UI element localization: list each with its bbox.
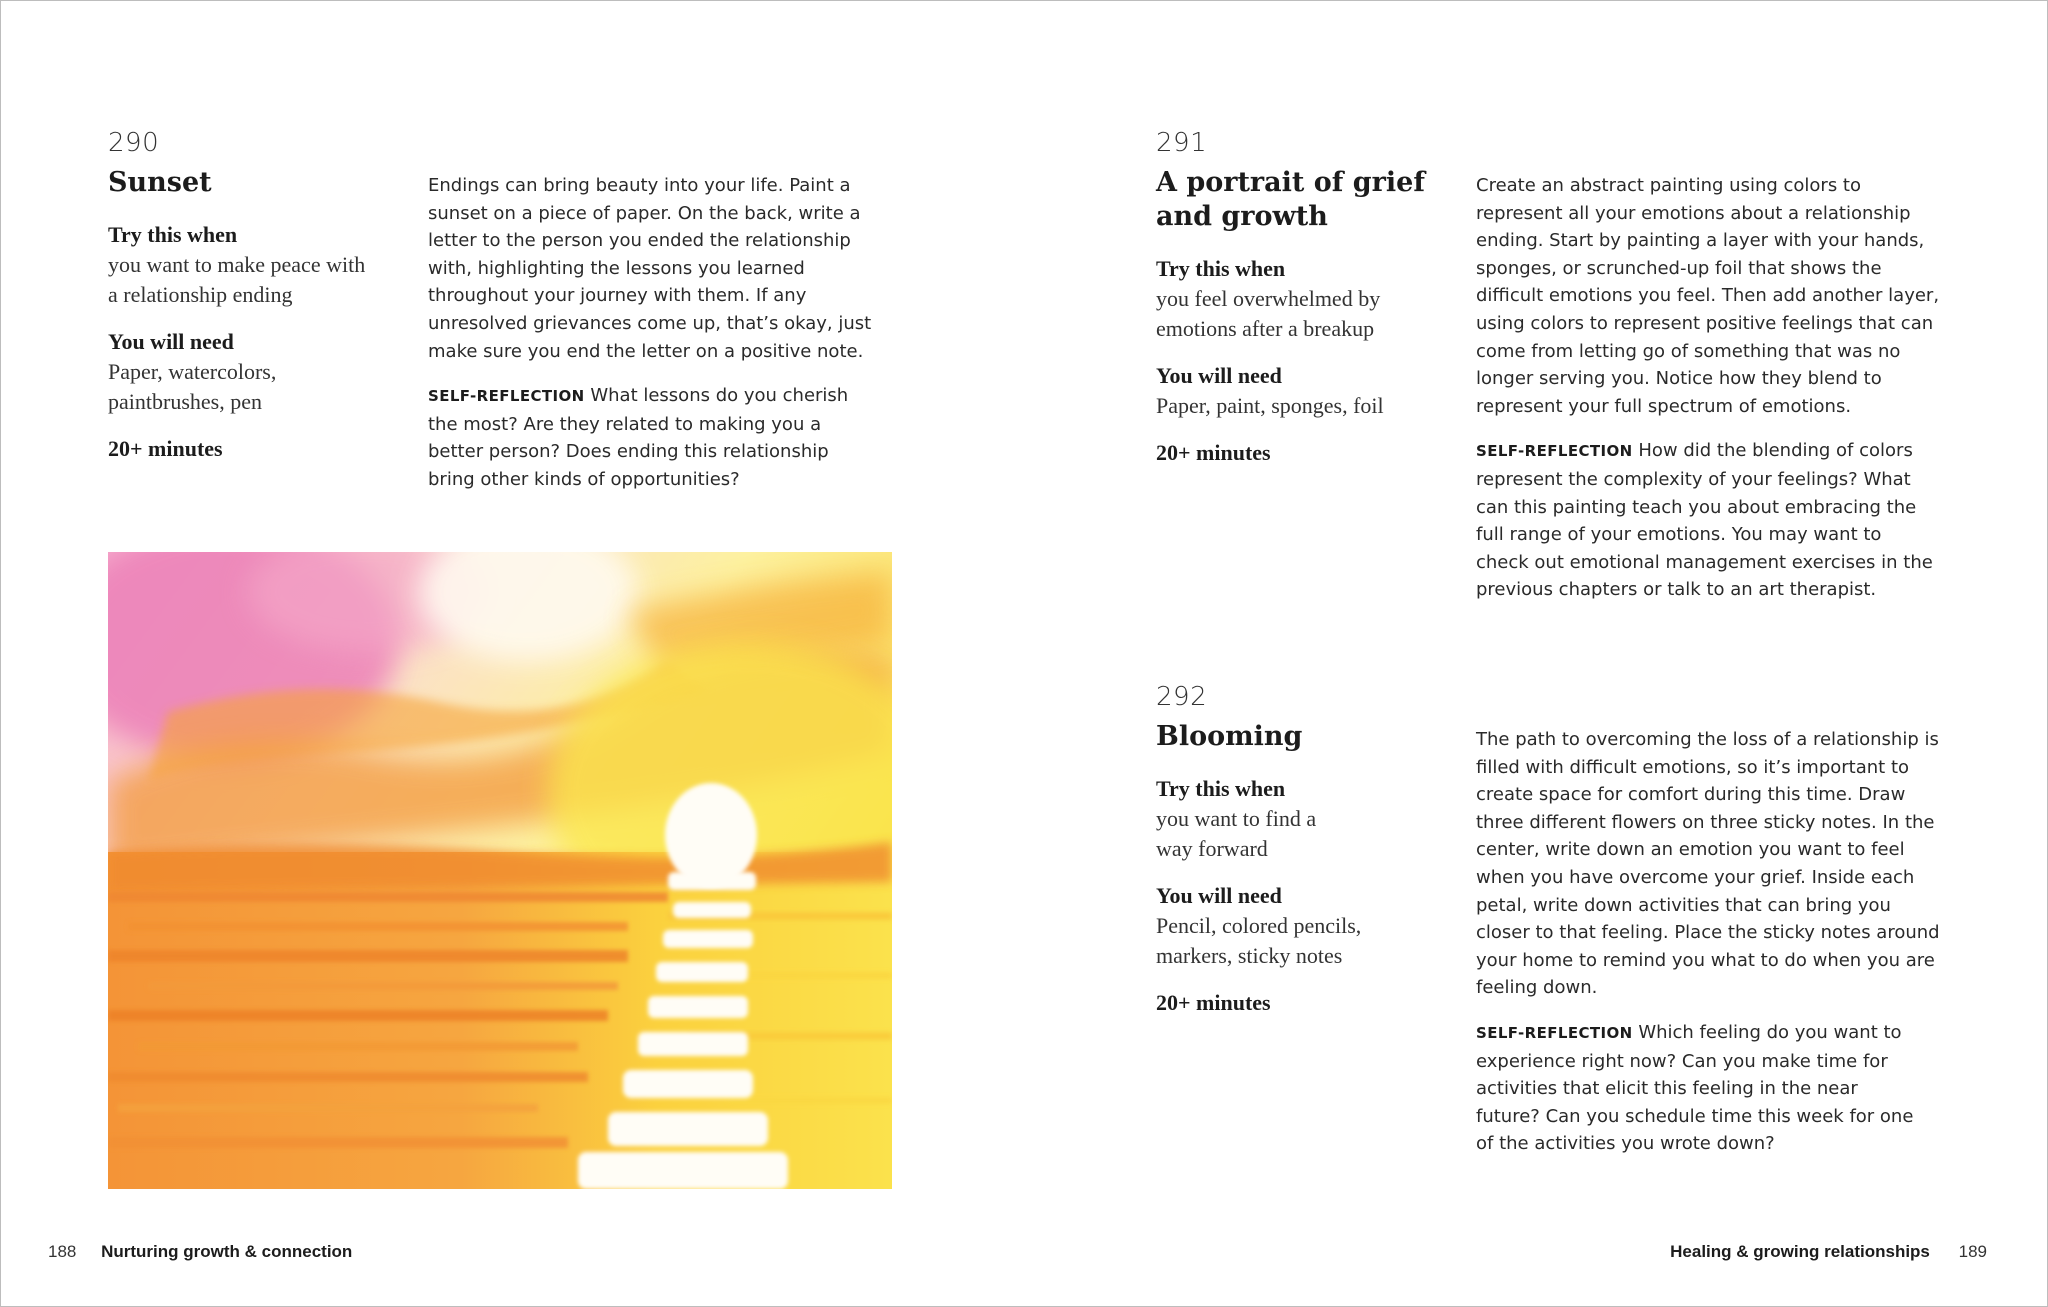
duration: 20+ minutes	[1156, 990, 1271, 1015]
left-page-number: 188	[48, 1242, 77, 1261]
activity-number: 290	[108, 128, 160, 158]
sunset-painting	[108, 552, 892, 1189]
activity-description-block	[428, 172, 898, 494]
duration: 20+ minutes	[108, 436, 223, 461]
self-reflection	[428, 382, 868, 493]
try-label: Try this when	[1156, 256, 1286, 281]
duration-block	[1156, 988, 1426, 1018]
activity-number: 291	[1156, 128, 1208, 158]
need-label: You will need	[1156, 883, 1282, 908]
need-text: Paper, paint, sponges, foil	[1156, 393, 1384, 418]
activity-number: 292	[1156, 682, 1208, 712]
need-block	[108, 327, 378, 417]
need-label: You will need	[1156, 363, 1282, 388]
activity-description: Endings can bring beauty into your life. Paint a sunset on a piece of paper. On the back, write a letter to the person you ended the relationship with, highlighting the lessons you learned throughout your journey with them. If any unresolved grievances come up, that’s okay, just make sure you end the letter on a positive note.	[428, 175, 872, 362]
self-reflection-label: SELF-REFLECTION	[1476, 1023, 1633, 1042]
self-reflection-text: What lessons do you cherish the most? Are they related to making you a better person? Does ending this relationship bring other kinds of opportunities?	[428, 385, 849, 490]
self-reflection-text: How did the blending of colors represent the complexity of your feelings? What can this painting teach you about embracing the full range of your emotions. You may want to check out emotional management exercises in the previous chapters or talk to an art therapist.	[1476, 440, 1933, 601]
left-section-title: Nurturing growth & connection	[101, 1242, 353, 1261]
need-block	[1156, 881, 1426, 971]
activity-title: Sunset	[108, 167, 212, 198]
need-block	[1156, 361, 1426, 421]
activity-description: Create an abstract painting using colors to represent all your emotions about a relationship ending. Start by painting a layer with your hands, sponges, or scrunched-up foil that shows the difficult emotions you feel. Then add another layer, using colors to represent positive feelings that can come from letting go of something that was no longer serving you. Notice how they blend to represent your full spectrum of emotions.	[1476, 175, 1940, 417]
try-text: you feel overwhelmed by emotions after a breakup	[1156, 286, 1381, 341]
activity-title: A portrait of grief and growth	[1156, 167, 1425, 232]
need-text: Pencil, colored pencils, markers, sticky notes	[1156, 913, 1362, 968]
activity-title: Blooming	[1156, 721, 1303, 752]
duration: 20+ minutes	[1156, 440, 1271, 465]
self-reflection	[1476, 1019, 1916, 1158]
try-text: you want to make peace with a relationship ending	[108, 252, 366, 307]
self-reflection-text: Which feeling do you want to experience right now? Can you make time for activities that elicit this feeling in the near future? Can you schedule time this week for one of the activities you wrote down?	[1476, 1021, 1914, 1155]
activity-description-block	[1476, 172, 1946, 604]
duration-block	[1156, 438, 1426, 468]
try-label: Try this when	[108, 222, 238, 247]
left-footer	[48, 1242, 352, 1262]
activity-description: The path to overcoming the loss of a relationship is filled with difficult emotions, so it’s important to create space for comfort during this time. Draw three different flowers on three sticky notes. In the center, write down an emotion you want to feel when you have overcome your grief. Inside each petal, write down activities that can bring you closer to that feeling. Place the sticky notes around your home to remind you what to do when you are feeling down.	[1476, 729, 1940, 999]
right-section-title: Healing & growing relationships	[1670, 1242, 1930, 1261]
self-reflection-label: SELF-REFLECTION	[1476, 442, 1633, 461]
duration-block	[108, 434, 378, 464]
need-text: Paper, watercolors, paintbrushes, pen	[108, 359, 277, 414]
activity-description-block	[1476, 726, 1946, 1158]
activity-meta	[108, 220, 378, 310]
activity-meta	[1156, 254, 1426, 344]
right-footer	[1670, 1242, 1987, 1262]
try-text: you want to find a way forward	[1156, 806, 1317, 861]
self-reflection-label: SELF-REFLECTION	[428, 387, 585, 406]
need-label: You will need	[108, 329, 234, 354]
try-label: Try this when	[1156, 776, 1286, 801]
self-reflection	[1476, 437, 1936, 604]
activity-meta	[1156, 774, 1426, 864]
right-page-number: 189	[1958, 1242, 1987, 1261]
